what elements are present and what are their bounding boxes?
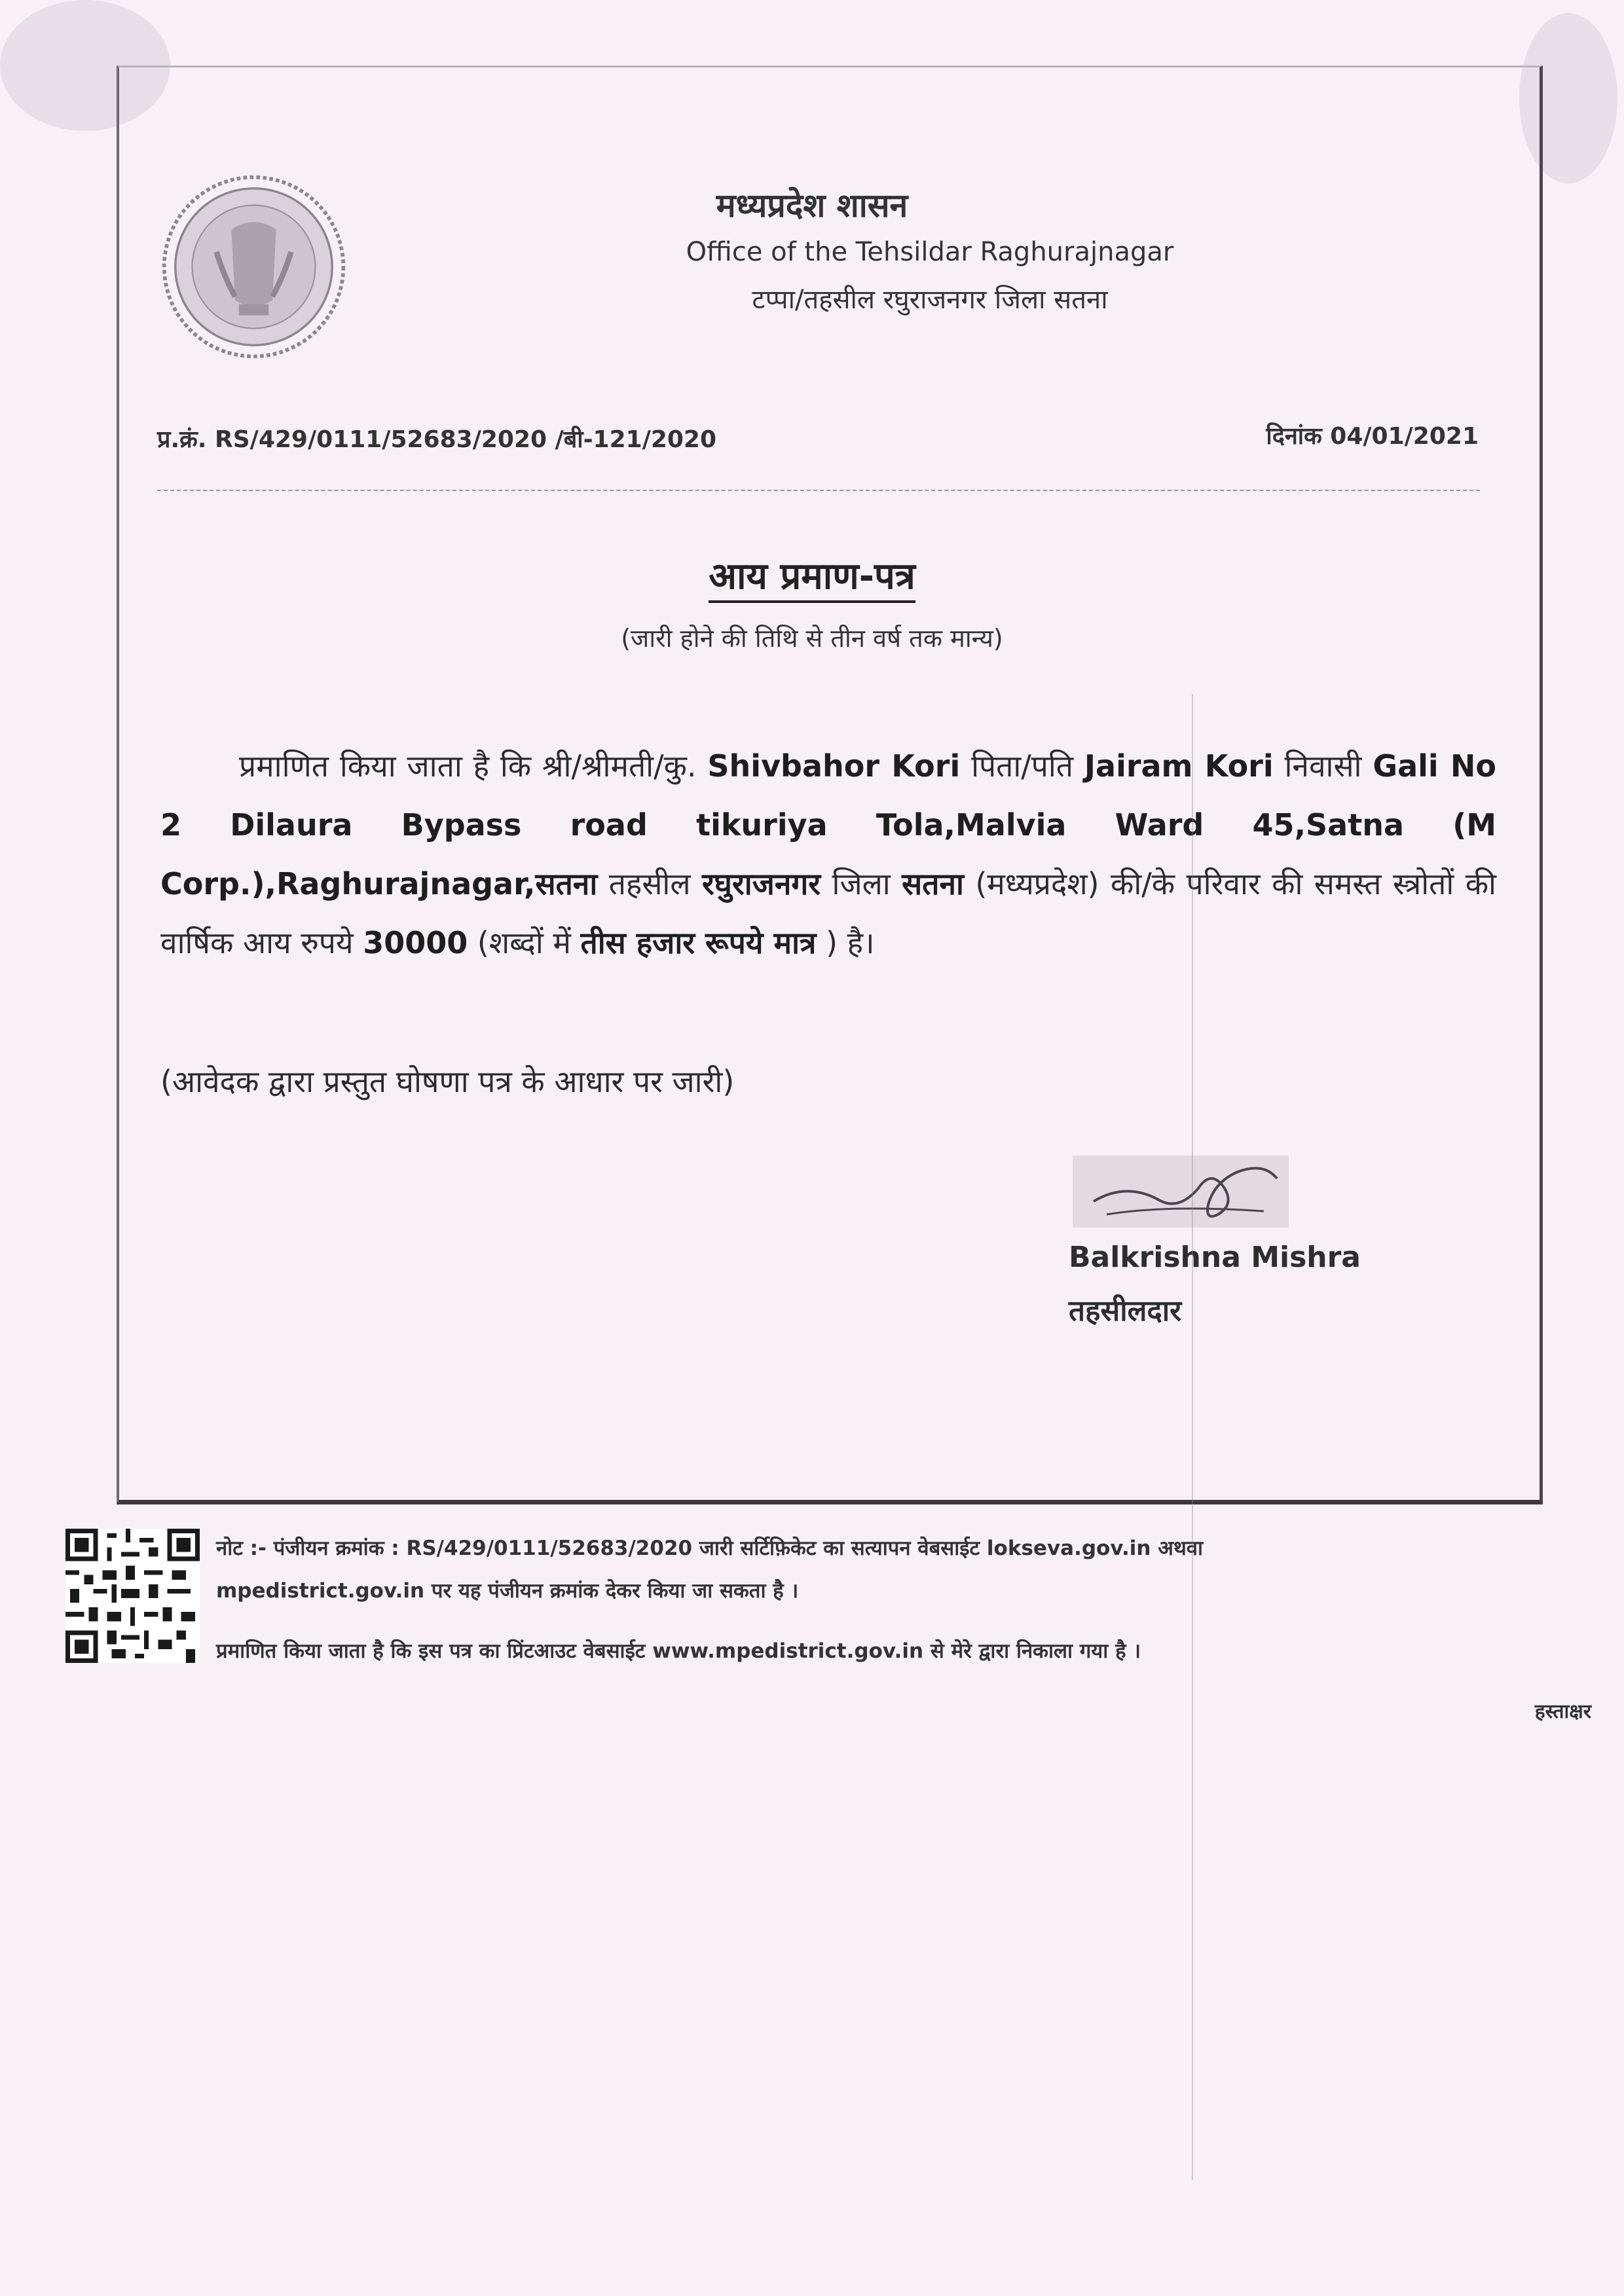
- relation-label: पिता/पति: [971, 748, 1074, 784]
- certificate-body: [160, 737, 1496, 972]
- applicant-address: Gali No 2 Dilaura Bypass road tikuriya Tola,Malvia Ward 45,Satna (M Corp.),Raghurajnagar,सतना: [160, 748, 1497, 902]
- verification-note-line1: नोट :- पंजीयन क्रमांक : RS/429/0111/52683/2020 जारी सर्टिफ़िकेट का सत्यापन वेबसाईट lokseva.gov.in अथवा: [216, 1537, 1204, 1560]
- district-label: जिला: [832, 866, 891, 902]
- signature-image: [1067, 1142, 1297, 1241]
- reference-number: प्र.क्रं. RS/429/0111/52683/2020 /बी-121/2020: [157, 426, 717, 453]
- income-amount: 30000: [363, 925, 468, 960]
- header-divider: [157, 490, 1480, 491]
- certificate-title: [0, 550, 1624, 600]
- resident-label: निवासी: [1284, 748, 1362, 784]
- words-suffix: ) है।: [826, 925, 875, 960]
- verification-note-line2: mpedistrict.gov.in पर यह पंजीयन क्रमांक देकर किया जा सकता है ।: [216, 1579, 799, 1603]
- district-value: सतना: [902, 866, 964, 902]
- signatory-name: Balkrishna Mishra: [1069, 1241, 1361, 1274]
- para-prefix: प्रमाणित किया जाता है कि श्री/श्रीमती/कु.: [239, 748, 697, 784]
- certificate-title-text: आय प्रमाण-पत्र: [709, 555, 915, 603]
- income-words: तीस हजार रूपये मात्र: [580, 925, 817, 960]
- father-name: Jairam Kori: [1084, 748, 1274, 784]
- scan-fold-line: [1192, 694, 1193, 2180]
- applicant-name: Shivbahor Kori: [707, 748, 961, 784]
- state-text: (मध्यप्रदेश) की/के परिवार की समस्त स्त्रोतों की वार्षिक आय रुपये: [160, 866, 1496, 960]
- signature-label: हस्ताक्षर: [1534, 1700, 1591, 1723]
- govt-name-hindi: मध्यप्रदेश शासन: [716, 187, 908, 225]
- qr-code: [65, 1529, 200, 1663]
- office-name-english: Office of the Tehsildar Raghurajnagar: [686, 237, 1174, 267]
- issue-date: दिनांक 04/01/2021: [1266, 423, 1479, 450]
- tehsil-label: तहसील: [608, 866, 691, 902]
- signatory-designation: तहसीलदार: [1069, 1294, 1182, 1328]
- printout-note: प्रमाणित किया जाता है कि इस पत्र का प्रिंटआउट वेबसाईट www.mpedistrict.gov.in से मेरे द्वारा निकाला गया है ।: [216, 1639, 1141, 1663]
- tehsil-name-hindi: टप्पा/तहसील रघुराजनगर जिला सतना: [752, 285, 1108, 315]
- issue-basis-note: (आवेदक द्वारा प्रस्तुत घोषणा पत्र के आधार पर जारी): [160, 1064, 735, 1099]
- tehsil-value: रघुराजनगर: [701, 866, 821, 902]
- certificate-validity: (जारी होने की तिथि से तीन वर्ष तक मान्य): [621, 624, 1003, 653]
- words-prefix: (शब्दों में: [477, 925, 571, 960]
